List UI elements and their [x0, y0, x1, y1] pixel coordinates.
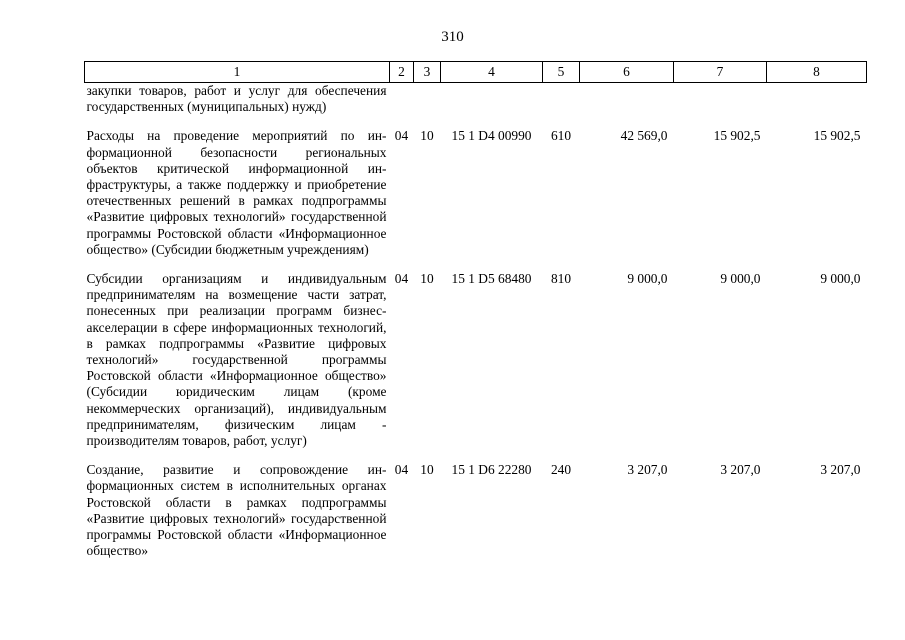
table-row: [85, 462, 867, 572]
row-expense-type: 610: [550, 128, 572, 144]
header-cell-4: 4: [441, 62, 543, 83]
row-target-article: 15 1 D6 22280: [451, 462, 532, 478]
header-cell-1: 1: [85, 62, 390, 83]
row-expense-type: [543, 83, 580, 129]
row-target-article: 15 1 D5 68480: [451, 271, 532, 287]
header-cell-6: 6: [580, 62, 674, 83]
row-subsection: 10: [420, 462, 434, 478]
row-amount-col8: 9 000,0: [820, 271, 861, 287]
row-amount-col7: 3 207,0: [720, 462, 761, 478]
row-description: Расходы на проведение мероприятий по информационной безопасности региональных объектов критической информационной инфраструктуры, а также поддержку и приобретение отечественных решений в рамках подпрограммы «Развитие цифровых технологий» государственной программы Ростовской области «Информационное общество» (Субсидии бюджетным учреждениям): [86, 128, 387, 257]
row-amount-col6: 3 207,0: [627, 462, 668, 478]
row-amount-col6: 42 569,0: [620, 128, 668, 144]
row-description: Субсидии организациям и индивидуальным предпринимателям на возмещение части затрат, понесенных при реализации программ бизнес-акселерации в сфере информационных технологий, в рамках подпрограммы «Развитие цифровых технологий» государственной программы Ростовской области «Информационное общество» (Субсидии юридическим лицам (кроме некоммерческих организаций), индивидуальным предпринимателям, физическим лицам - производителям товаров, работ, услуг): [86, 271, 387, 449]
row-amount-col7: 9 000,0: [720, 271, 761, 287]
row-amount-col8: 3 207,0: [820, 462, 861, 478]
row-amount-col6: 9 000,0: [627, 271, 668, 287]
header-cell-3: 3: [414, 62, 441, 83]
table-header-row: [85, 62, 867, 83]
row-expense-type: 240: [550, 462, 572, 478]
row-description: закупки товаров, работ и услуг для обеспечения государственных (муниципальных) нужд): [86, 83, 387, 115]
row-section: [390, 83, 414, 129]
page-number: 310: [441, 29, 464, 45]
header-cell-2: 2: [390, 62, 414, 83]
row-section: 04: [394, 128, 409, 144]
table-row: [85, 128, 867, 271]
row-section: 04: [394, 271, 409, 287]
header-cell-8: 8: [767, 62, 867, 83]
row-section: 04: [394, 462, 409, 478]
row-amount-col7: [674, 83, 767, 129]
row-amount-col7: 15 902,5: [713, 128, 761, 144]
header-cell-7: 7: [674, 62, 767, 83]
budget-table: [84, 61, 867, 572]
row-amount-col8: [767, 83, 867, 129]
row-subsection: 10: [420, 128, 434, 144]
row-target-article: 15 1 D4 00990: [451, 128, 532, 144]
row-amount-col6: [580, 83, 674, 129]
row-expense-type: 810: [550, 271, 572, 287]
table-row: [85, 271, 867, 462]
table-row: [85, 83, 867, 129]
row-target-article: [441, 83, 543, 129]
row-subsection: [414, 83, 441, 129]
header-cell-5: 5: [543, 62, 580, 83]
row-amount-col8: 15 902,5: [813, 128, 861, 144]
row-subsection: 10: [420, 271, 434, 287]
row-description: Создание, развитие и сопровождение информационных систем в исполнительных органах Ростовской области в рамках подпрограммы «Развитие цифровых технологий» государственной программы Ростовской области «Информационное общество»: [86, 462, 387, 559]
